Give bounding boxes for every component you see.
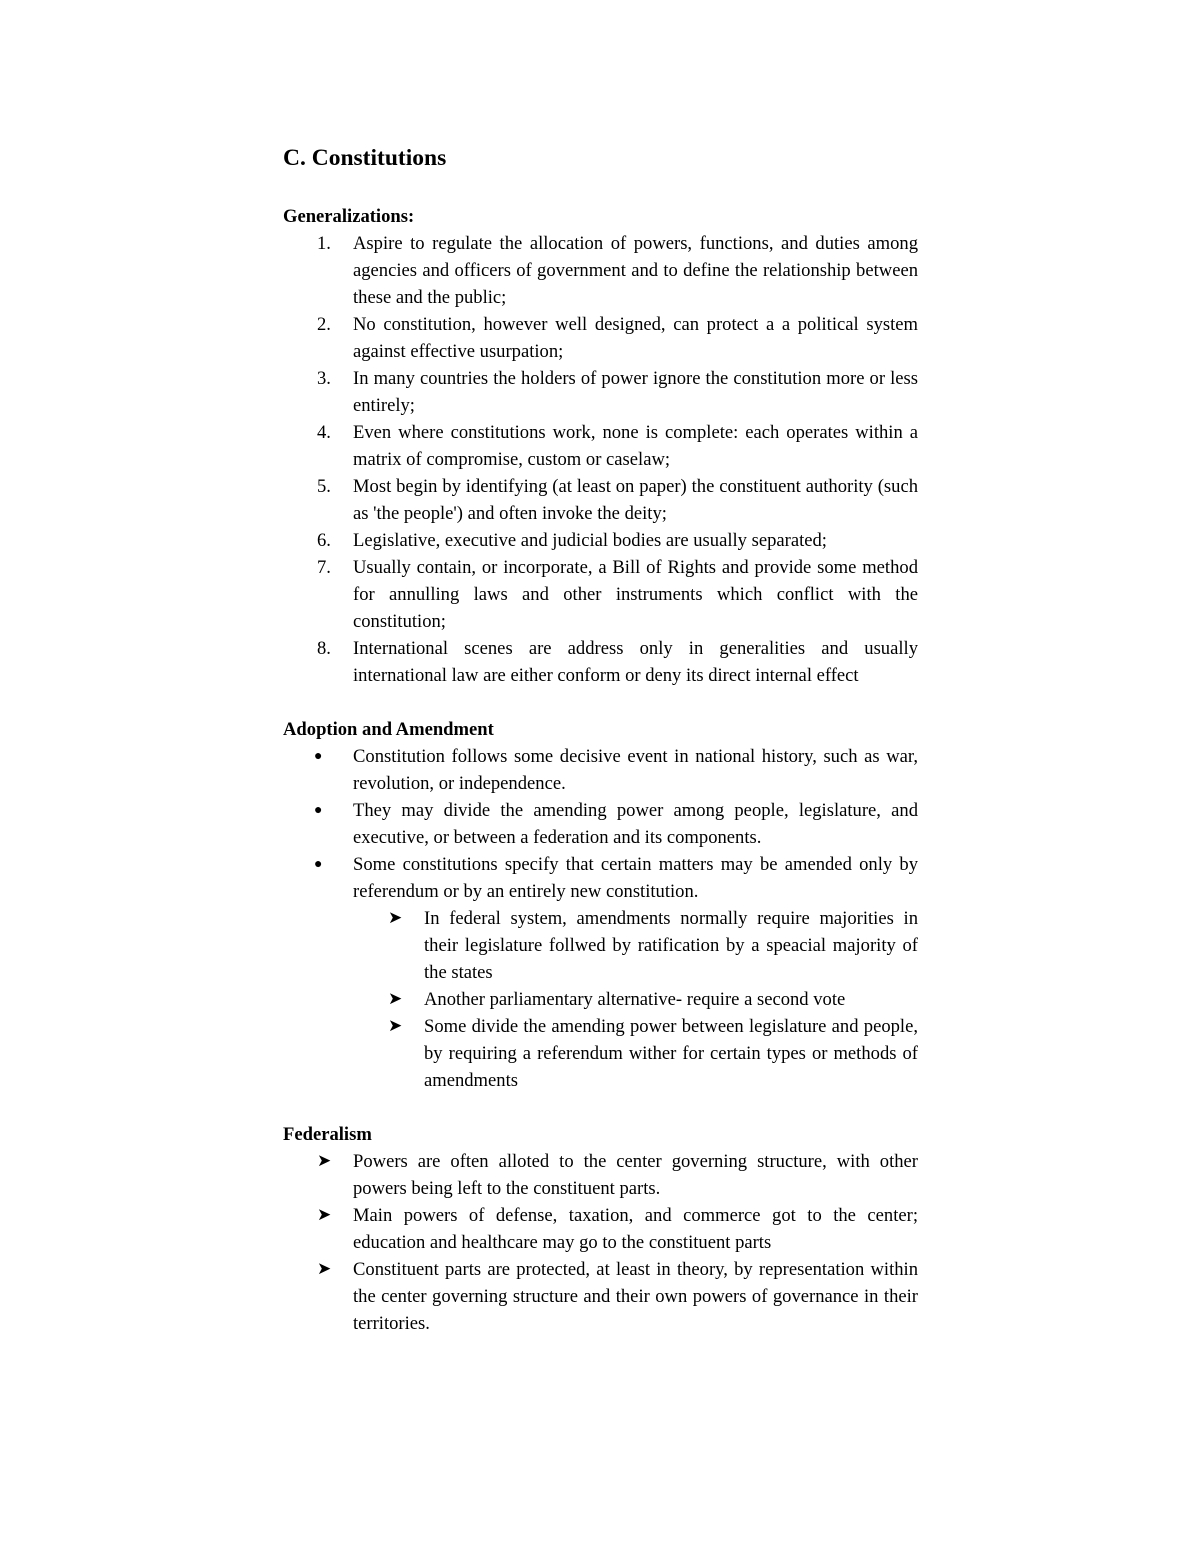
list-item-text: They may divide the amending power among people, legislature, and executive, or between a federation and its components.	[353, 800, 918, 848]
list-item	[283, 473, 918, 527]
bullet-dot-icon: ●	[314, 857, 323, 872]
list-item	[283, 851, 918, 905]
list-item	[283, 743, 918, 797]
list-item-text: In federal system, amendments normally require majorities in their legislature follwed by ratification by a speacial majority of the states	[424, 908, 918, 983]
list-item	[283, 230, 918, 311]
list-item-text: Aspire to regulate the allocation of powers, functions, and duties among agencies and officers of government and to define the relationship between these and the public;	[353, 233, 918, 308]
list-item-text: In many countries the holders of power ignore the constitution more or less entirely;	[353, 368, 918, 416]
list-item-text: Constitution follows some decisive event in national history, such as war, revolution, or independence.	[353, 746, 918, 794]
arrowhead-bullet-icon: ➤	[317, 1259, 332, 1279]
list-number: 6.	[317, 530, 331, 551]
list-item	[283, 311, 918, 365]
list-number: 3.	[317, 368, 331, 389]
list-number: 8.	[317, 638, 331, 659]
adoption-sub-list	[283, 905, 918, 1094]
adoption-heading: Adoption and Amendment	[283, 719, 494, 740]
list-item	[283, 365, 918, 419]
adoption-bullet-list	[283, 743, 918, 905]
list-item	[283, 1148, 918, 1202]
list-item	[283, 527, 918, 554]
list-number: 1.	[317, 233, 331, 254]
list-item	[283, 419, 918, 473]
list-item	[283, 797, 918, 851]
bullet-dot-icon: ●	[314, 749, 323, 764]
list-item-text: Usually contain, or incorporate, a Bill of Rights and provide some method for annulling laws and other instruments which conflict with the constitution;	[353, 557, 918, 632]
generalizations-list	[283, 230, 918, 689]
list-item	[283, 1256, 918, 1337]
list-item	[283, 1013, 918, 1094]
list-item	[283, 1202, 918, 1256]
list-item	[283, 635, 918, 689]
list-number: 7.	[317, 557, 331, 578]
arrowhead-bullet-icon: ➤	[317, 1205, 332, 1225]
federalism-heading: Federalism	[283, 1124, 372, 1145]
list-number: 2.	[317, 314, 331, 335]
list-item	[283, 986, 918, 1013]
document-page	[283, 140, 918, 1337]
list-item-text: Powers are often alloted to the center governing structure, with other powers being left to the constituent parts.	[353, 1151, 918, 1199]
page-title: C. Constitutions	[283, 145, 447, 171]
list-item-text: Some constitutions specify that certain matters may be amended only by referendum or by an entirely new constitution.	[353, 854, 918, 902]
list-item-text: Main powers of defense, taxation, and commerce got to the center; education and healthcare may go to the constituent parts	[353, 1205, 918, 1253]
list-item	[283, 554, 918, 635]
list-item-text: Most begin by identifying (at least on paper) the constituent authority (such as 'the people') and often invoke the deity;	[353, 476, 918, 524]
list-item-text: Legislative, executive and judicial bodies are usually separated;	[353, 530, 827, 551]
arrowhead-bullet-icon: ➤	[388, 989, 403, 1009]
list-item-text: Another parliamentary alternative- require a second vote	[424, 989, 846, 1010]
list-number: 4.	[317, 422, 331, 443]
section-spacer	[283, 1094, 918, 1121]
list-item-text: Even where constitutions work, none is complete: each operates within a matrix of compromise, custom or caselaw;	[353, 422, 918, 470]
list-item-text: Constituent parts are protected, at least in theory, by representation within the center governing structure and their own powers of governance in their territories.	[353, 1259, 918, 1334]
arrowhead-bullet-icon: ➤	[317, 1151, 332, 1171]
generalizations-heading: Generalizations:	[283, 206, 415, 227]
list-number: 5.	[317, 476, 331, 497]
federalism-list	[283, 1148, 918, 1337]
arrowhead-bullet-icon: ➤	[388, 1016, 403, 1036]
list-item-text: No constitution, however well designed, can protect a a political system against effective usurpation;	[353, 314, 918, 362]
list-item-text: International scenes are address only in generalities and usually international law are either conform or deny its direct internal effect	[353, 638, 918, 686]
arrowhead-bullet-icon: ➤	[388, 908, 403, 928]
bullet-dot-icon: ●	[314, 803, 323, 818]
list-item	[283, 905, 918, 986]
section-spacer	[283, 689, 918, 716]
list-item-text: Some divide the amending power between legislature and people, by requiring a referendum wither for certain types or methods of amendments	[424, 1016, 918, 1091]
